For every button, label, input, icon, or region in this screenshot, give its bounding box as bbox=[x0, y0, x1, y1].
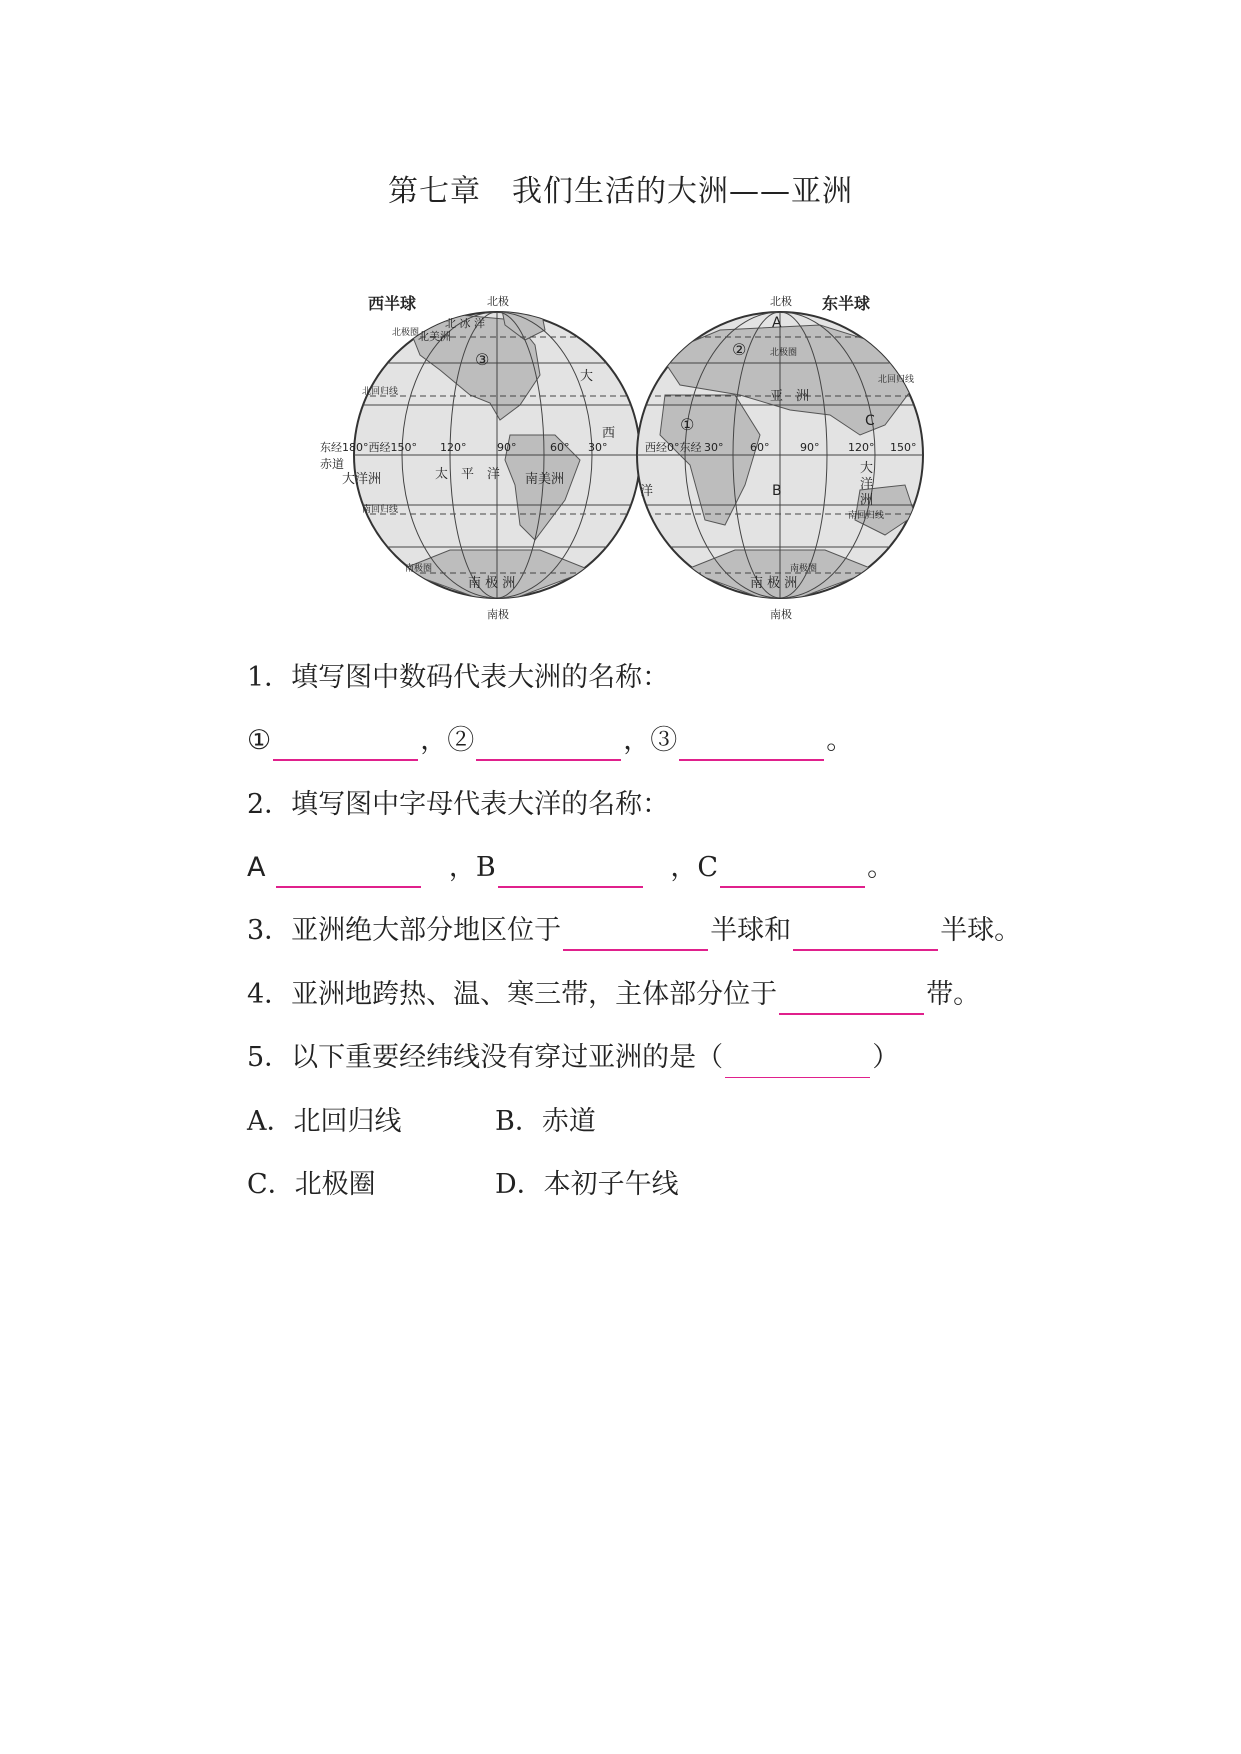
q1-num2: ② bbox=[447, 725, 475, 756]
q1-sep2: ， bbox=[623, 725, 651, 756]
q3-prefix: 3．亚洲绝大部分地区位于 bbox=[247, 915, 562, 946]
question-4 bbox=[247, 975, 980, 1015]
west-atlantic-da-label: 大 bbox=[580, 369, 594, 384]
q2-blank-b[interactable] bbox=[498, 858, 643, 888]
q1-blank-3[interactable] bbox=[679, 731, 824, 761]
east-oceania-zhou-label: 洲 bbox=[860, 493, 874, 508]
west-hemisphere-title: 西半球 bbox=[368, 294, 417, 313]
west-antarctic-circle-label: 南极圈 bbox=[405, 564, 433, 574]
option-d[interactable]: D．本初子午线 bbox=[495, 1169, 679, 1200]
option-c[interactable]: C．北极圈 bbox=[247, 1169, 376, 1200]
q5-end: ） bbox=[872, 1042, 900, 1073]
east-longitude-west-east-label: 西经0°东经 bbox=[645, 441, 702, 454]
west-antarctica-label: 南 极 洲 bbox=[468, 576, 516, 591]
question-2-text: 2．填写图中字母代表大洋的名称： bbox=[247, 789, 670, 820]
east-number-1: ① bbox=[680, 415, 695, 434]
q4-prefix: 4．亚洲地跨热、温、寒三带，主体部分位于 bbox=[247, 979, 778, 1010]
west-equator-label: 赤道 bbox=[320, 457, 345, 471]
west-tropic-north-label: 北回归线 bbox=[362, 387, 399, 397]
west-longitude-120-label: 120° bbox=[440, 441, 467, 454]
west-longitude-30-label: 30° bbox=[588, 441, 608, 454]
east-tropic-north-label: 北回归线 bbox=[878, 375, 915, 385]
question-1-text: 1．填写图中数码代表大洲的名称： bbox=[247, 662, 670, 693]
option-b[interactable]: B．赤道 bbox=[495, 1106, 596, 1137]
east-yang-label: 洋 bbox=[640, 484, 654, 499]
question-1-answers bbox=[247, 721, 853, 761]
west-south-pole-label: 南极 bbox=[487, 608, 509, 621]
q5-prefix: 5．以下重要经纬线没有穿过亚洲的是（ bbox=[247, 1042, 724, 1073]
west-oceania-label: 大洋洲 bbox=[342, 472, 382, 487]
east-antarctic-circle-label: 南极圈 bbox=[790, 564, 818, 574]
q1-end: 。 bbox=[826, 725, 854, 756]
west-tropic-south-label: 南回归线 bbox=[362, 505, 399, 515]
east-hemisphere-title: 东半球 bbox=[822, 294, 871, 313]
q2-letter-a: A bbox=[247, 852, 266, 883]
east-number-2: ② bbox=[732, 340, 747, 359]
q3-blank-2[interactable] bbox=[793, 921, 938, 951]
q3-mid: 半球和 bbox=[710, 915, 792, 946]
east-longitude-150-label: 150° bbox=[890, 441, 917, 454]
question-3 bbox=[247, 911, 1021, 951]
east-letter-a: A bbox=[772, 315, 782, 331]
q2-sep1: ，B bbox=[448, 852, 496, 883]
east-asia-label: 亚 洲 bbox=[770, 389, 810, 404]
world-hemispheres-map bbox=[320, 285, 940, 630]
east-arctic-circle-label: 北极圈 bbox=[770, 348, 798, 358]
q1-num3: ③ bbox=[650, 725, 678, 756]
east-oceania-da-label: 大 bbox=[860, 461, 874, 476]
east-longitude-30-label: 30° bbox=[704, 441, 724, 454]
options-row-1 bbox=[247, 1102, 596, 1142]
options-row-2 bbox=[247, 1165, 679, 1205]
west-south-america-label: 南美洲 bbox=[525, 472, 565, 487]
west-arctic-circle-label: 北极圈 bbox=[392, 328, 420, 338]
q1-sep1: ， bbox=[420, 725, 448, 756]
east-antarctica-label: 南 极 洲 bbox=[750, 576, 798, 591]
west-longitude-60-label: 60° bbox=[550, 441, 570, 454]
question-2-answers bbox=[247, 848, 894, 888]
west-number-3: ③ bbox=[475, 350, 490, 369]
east-south-pole-label: 南极 bbox=[770, 608, 792, 621]
page-title: 第七章 我们生活的大洲——亚洲 bbox=[388, 174, 853, 209]
west-north-america-label: 北美洲 bbox=[418, 330, 451, 343]
west-longitude-180-150-label: 东经180°西经150° bbox=[320, 441, 417, 454]
q1-blank-2[interactable] bbox=[476, 731, 621, 761]
west-pacific-label: 太 平 洋 bbox=[435, 467, 501, 482]
west-arctic-ocean-label: 北 冰 洋 bbox=[445, 317, 485, 330]
question-5 bbox=[247, 1038, 899, 1078]
east-longitude-120-label: 120° bbox=[848, 441, 875, 454]
q2-blank-a[interactable] bbox=[276, 858, 421, 888]
q3-end: 半球。 bbox=[940, 915, 1022, 946]
east-north-pole-label: 北极 bbox=[770, 295, 792, 308]
q1-blank-1[interactable] bbox=[273, 731, 418, 761]
q3-blank-1[interactable] bbox=[563, 921, 708, 951]
west-longitude-90-label: 90° bbox=[497, 441, 517, 454]
east-letter-c: C bbox=[865, 413, 875, 429]
q1-num1: ① bbox=[247, 725, 272, 756]
q2-sep2: ，C bbox=[670, 852, 719, 883]
option-a[interactable]: A．北回归线 bbox=[247, 1106, 402, 1137]
east-longitude-90-label: 90° bbox=[800, 441, 820, 454]
east-letter-b: B bbox=[772, 483, 782, 499]
q4-blank[interactable] bbox=[779, 985, 924, 1015]
q2-blank-c[interactable] bbox=[720, 858, 865, 888]
east-tropic-south-label: 南回归线 bbox=[848, 511, 885, 521]
east-longitude-60-label: 60° bbox=[750, 441, 770, 454]
q4-end: 带。 bbox=[926, 979, 981, 1010]
east-oceania-yang-label: 洋 bbox=[860, 477, 874, 492]
q2-end: 。 bbox=[867, 852, 895, 883]
west-atlantic-xi-label: 西 bbox=[602, 426, 616, 441]
west-north-pole-label: 北极 bbox=[487, 295, 509, 308]
q5-blank[interactable] bbox=[725, 1049, 870, 1078]
